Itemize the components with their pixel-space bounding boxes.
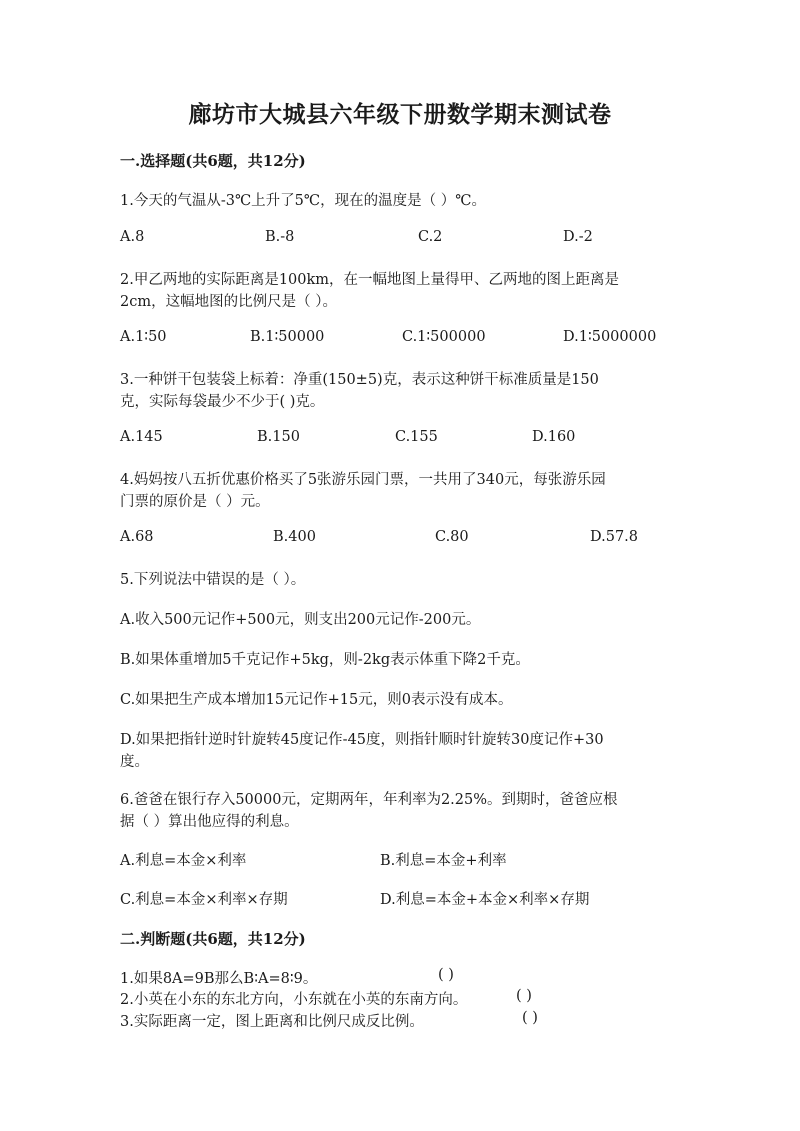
page-title: 廊坊市大城县六年级下册数学期末测试卷: [188, 101, 612, 128]
question-1-option-d: D.-2: [563, 229, 593, 245]
question-2-line-1: 2.甲乙两地的实际距离是100km，在一幅地图上量得甲、乙两地的图上距离是: [120, 272, 620, 288]
question-3-option-b: B.150: [257, 429, 300, 445]
section-header-judge: 二.判断题(共6题，共12分): [120, 930, 306, 948]
question-6-option-c: C.利息=本金×利率×存期: [120, 892, 288, 908]
question-1-option-a: A.8: [120, 229, 145, 245]
question-2-option-d: D.1∶5000000: [563, 329, 657, 345]
question-4-line-1: 4.妈妈按八五折优惠价格买了5张游乐园门票，一共用了340元，每张游乐园: [120, 472, 606, 488]
judge-item-3: [120, 1010, 424, 1031]
question-1-option-c: C.2: [418, 229, 443, 245]
question-6-option-a: A.利息=本金×利率: [120, 853, 247, 869]
question-5-text: 5.下列说法中错误的是（ ）。: [120, 572, 306, 588]
judge-item-2-text: 2.小英在小东的东北方向，小东就在小英的东南方向。: [120, 992, 468, 1008]
judge-item-3-blank[interactable]: ( ): [522, 1010, 538, 1026]
question-1-option-b: B.-8: [265, 229, 295, 245]
question-2-option-a: A.1∶50: [120, 329, 167, 345]
question-6-option-d: D.利息=本金+本金×利率×存期: [380, 892, 590, 908]
question-6-option-b: B.利息=本金+利率: [380, 853, 507, 869]
question-5-option-d-line-1: D.如果把指针逆时针旋转45度记作-45度，则指针顺时针旋转30度记作+30: [120, 732, 604, 748]
question-4-option-b: B.400: [273, 529, 316, 545]
question-4-line-2: 门票的原价是（ ）元。: [120, 494, 270, 510]
question-4-option-d: D.57.8: [590, 529, 639, 545]
question-5-option-a: A.收入500元记作+500元，则支出200元记作-200元。: [120, 612, 481, 628]
judge-item-1-text: 1.如果8A=9B那么B∶A=8∶9。: [120, 971, 318, 987]
question-5-option-b: B.如果体重增加5千克记作+5kg，则-2kg表示体重下降2千克。: [120, 652, 530, 668]
question-6-line-1: 6.爸爸在银行存入50000元，定期两年，年利率为2.25%。到期时，爸爸应根: [120, 792, 618, 808]
question-5-option-d-line-2: 度。: [120, 754, 149, 770]
question-3-option-c: C.155: [395, 429, 438, 445]
question-1-text: 1.今天的气温从-3℃上升了5℃，现在的温度是（ ）℃。: [120, 193, 486, 209]
section-header-choice: 一.选择题(共6题，共12分): [120, 152, 306, 170]
judge-item-1: [120, 967, 317, 988]
judge-item-2-blank[interactable]: ( ): [516, 988, 532, 1004]
question-2-option-c: C.1∶500000: [402, 329, 486, 345]
question-4-option-a: A.68: [120, 529, 154, 545]
judge-item-3-text: 3.实际距离一定，图上距离和比例尺成反比例。: [120, 1014, 424, 1030]
question-3-line-1: 3.一种饼干包装袋上标着：净重(150±5)克，表示这种饼干标准质量是150: [120, 372, 599, 388]
question-3-line-2: 克，实际每袋最少不少于( )克。: [120, 394, 325, 410]
question-4-option-c: C.80: [435, 529, 469, 545]
question-2-option-b: B.1∶50000: [250, 329, 325, 345]
judge-item-1-blank[interactable]: ( ): [438, 967, 454, 983]
question-6-line-2: 据（ ）算出他应得的利息。: [120, 814, 299, 830]
question-3-option-a: A.145: [120, 429, 163, 445]
judge-item-2: [120, 988, 467, 1009]
question-3-option-d: D.160: [532, 429, 576, 445]
question-2-line-2: 2cm，这幅地图的比例尺是（ ）。: [120, 294, 337, 310]
question-5-option-c: C.如果把生产成本增加15元记作+15元，则0表示没有成本。: [120, 692, 513, 708]
